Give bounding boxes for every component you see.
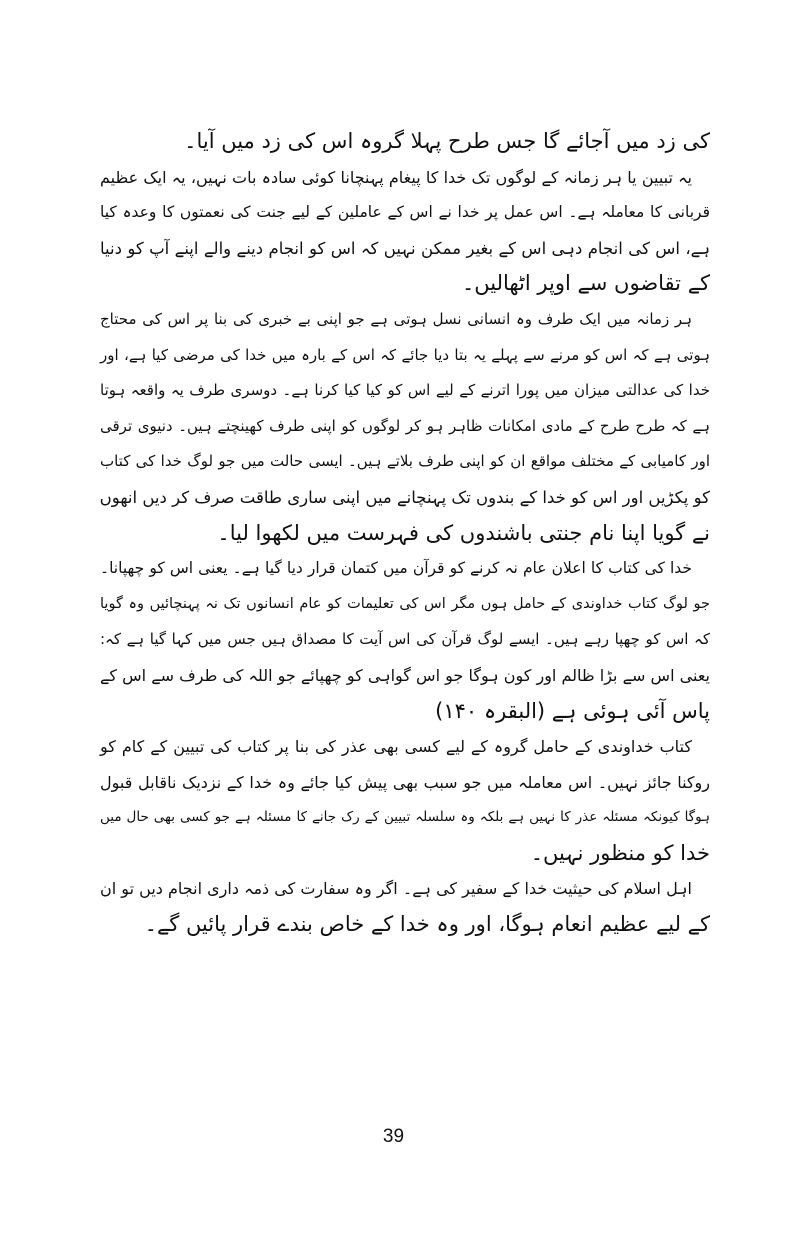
text-line: خدا کو منظور نہیں۔	[530, 840, 710, 865]
paragraph	[100, 551, 710, 729]
text-line: پاس آئی ہوئی ہے (البقرہ ۱۴۰)	[435, 698, 710, 723]
text-line: جو لوگ کتاب خداوندی کے حامل ہوں مگر اس کی تعلیمات کو عام انسانوں تک نہ پہنچائیں وہ گویا	[100, 595, 710, 612]
page-number: 39	[382, 1126, 405, 1147]
text-line: خدا کی عدالتی میزان میں پورا اترنے کے لیے اس کو کیا کیا کرنا ہے۔ دوسری طرف یہ واقعہ ہوتا	[100, 381, 710, 400]
paragraph	[100, 729, 710, 871]
text-line: ہوتی ہے کہ اس کو مرنے سے پہلے یہ بتا دیا جائے کہ اس کے بارہ میں خدا کی مرضی کیا ہے، اور	[100, 345, 710, 364]
text-line: کو پکڑیں اور اس کو خدا کے بندوں تک پہنچانے میں اپنی ساری طاقت صرف کر دیں انھوں	[99, 487, 710, 507]
text-line: خدا کی کتاب کا اعلان عام نہ کرنے کو قرآن میں کتمان قرار دیا گیا ہے۔ یعنی اس کو چھپانا۔	[100, 559, 692, 578]
text-line: ہر زمانہ میں ایک طرف وہ انسانی نسل ہوتی ہے جو اپنی بے خبری کی بنا پر اس کی محتاج	[100, 309, 692, 328]
text-line: کے لیے عظیم انعام ہوگا، اور وہ خدا کے خاص بندے قرار پائیں گے۔	[144, 912, 710, 937]
text-line: یعنی اس سے بڑا ظالم اور کون ہوگا جو اس گواہی کو چھپائے جو اللہ کی طرف سے اس کے	[100, 665, 710, 685]
paragraph	[100, 124, 710, 160]
page-body-text	[100, 124, 710, 943]
text-line: یہ تبیین یا ہر زمانہ کے لوگوں تک خدا کا پیغام پہنچانا کوئی سادہ بات نہیں، یہ ایک عظیم	[100, 167, 692, 187]
text-line: ہے، اس کی انجام دہی اس کے بغیر ممکن نہیں کہ اس کو انجام دینے والے اپنے آپ کو دنیا	[100, 238, 710, 258]
text-line: ہے کہ طرح طرح کے مادی امکانات ظاہر ہو کر لوگوں کو اپنی طرف کھینچتے ہیں۔ دنیوی ترقی	[100, 416, 710, 435]
paragraph	[100, 871, 710, 942]
text-line: کی زد میں آجائے گا جس طرح پہلا گروہ اس کی زد میں آیا۔	[184, 129, 710, 153]
text-line: کہ اس کو چھپا رہے ہیں۔ ایسے لوگ قرآن کی اس آیت کا مصداق ہیں جس میں کہا گیا ہے کہ:	[100, 630, 710, 649]
text-line: روکنا جائز نہیں۔ اس معاملہ میں جو سبب بھی پیش کیا جائے وہ خدا کے نزدیک ناقابل قبول	[100, 772, 710, 792]
text-line: کتاب خداوندی کے حامل گروہ کے لیے کسی بھی عذر کی بنا پر کتاب کی تبیین کے کام کو	[100, 737, 692, 757]
text-line: نے گویا اپنا نام جنتی باشندوں کی فہرست میں لکھوا لیا۔	[217, 520, 710, 545]
text-line: اور کامیابی کے مختلف مواقع ان کو اپنی طرف بلاتے ہیں۔ ایسی حالت میں جو لوگ خدا کی کتاب	[100, 452, 710, 471]
paragraph	[100, 302, 710, 551]
text-line: اہل اسلام کی حیثیت خدا کے سفیر کی ہے۔ اگر وہ سفارت کی ذمہ داری انجام دیں تو ان	[100, 879, 692, 899]
text-line: کے تقاضوں سے اوپر اٹھالیں۔	[461, 271, 710, 296]
text-line: قربانی کا معاملہ ہے۔ اس عمل پر خدا نے اس کے عاملین کے لیے جنت کی نعمتوں کا وعدہ کیا	[100, 203, 710, 222]
paragraph	[100, 160, 710, 302]
text-line: ہوگا کیونکہ مسئلہ عذر کا نہیں ہے بلکہ وہ سلسلہ تبیین کے رک جانے کا مسئلہ ہے جو کسی بھی حال میں	[100, 809, 710, 826]
